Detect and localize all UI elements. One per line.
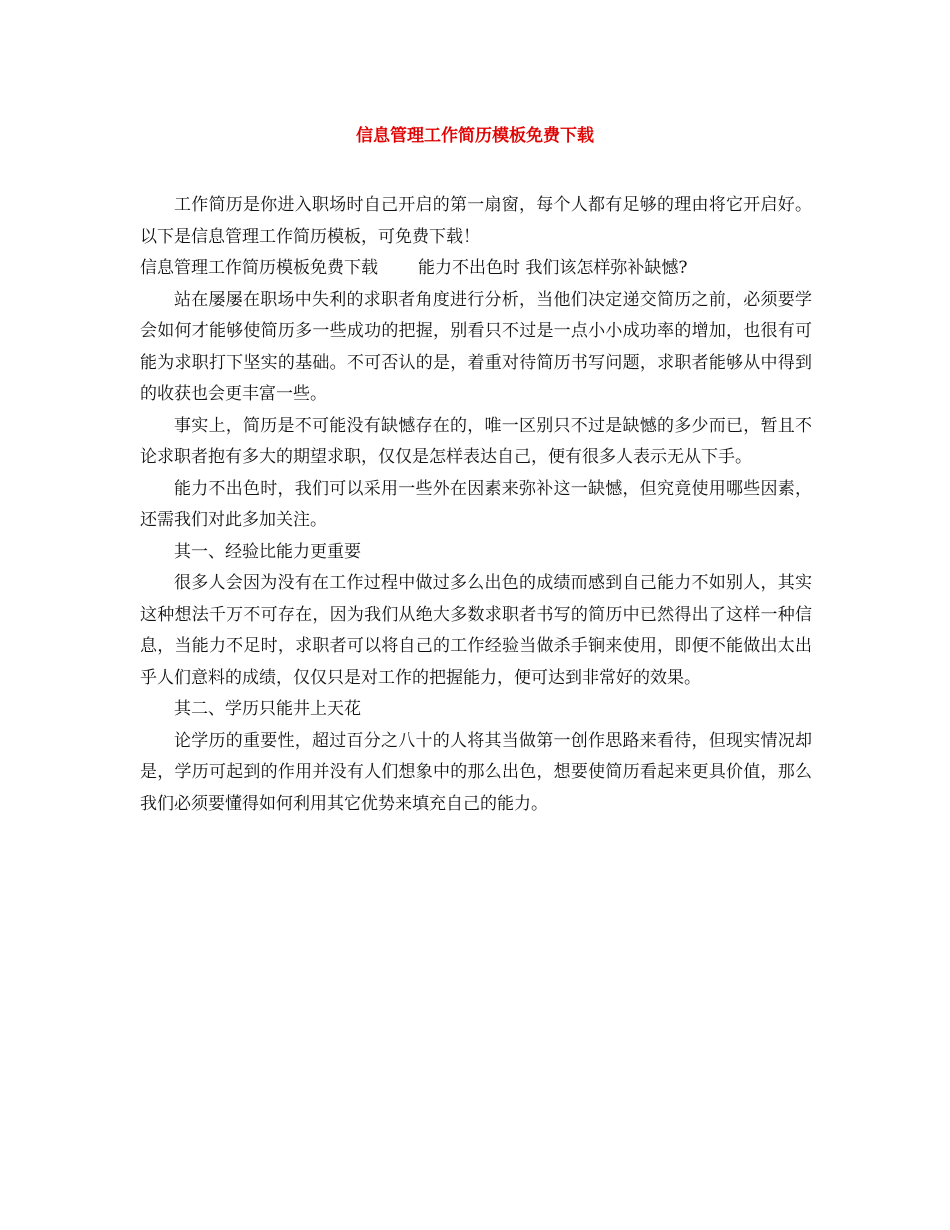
- body-paragraph: 很多人会因为没有在工作过程中做过多么出色的成绩而感到自己能力不如别人，其实这种想法千万不可存在，因为我们从绝大多数求职者书写的简历中已然得出了这样一种信息，当能力不足时，求职者可以将自己的工作经验当做杀手锏来使用，即便不能做出太出乎人们意料的成绩，仅仅只是对工作的把握能力，便可达到非常好的效果。: [140, 573, 812, 688]
- subheading-left: 信息管理工作简历模板免费下载: [140, 258, 378, 278]
- subheading-right: 能力不出色时 我们该怎样弥补缺憾?: [418, 258, 688, 278]
- body-paragraph: 能力不出色时，我们可以采用一些外在因素来弥补这一缺憾，但究竟使用哪些因素，还需我们对此多加关注。: [140, 478, 812, 530]
- intro-paragraph: 工作简历是你进入职场时自己开启的第一扇窗，每个人都有足够的理由将它开启好。以下是信息管理工作简历模板，可免费下载！: [140, 195, 812, 247]
- body-paragraph: 站在屡屡在职场中失利的求职者角度进行分析，当他们决定递交简历之前，必须要学会如何才能够使简历多一些成功的把握，别看只不过是一点小小成功率的增加，也很有可能为求职打下坚实的基础。不可否认的是，着重对待简历书写问题，求职者能够从中得到的收获也会更丰富一些。: [140, 289, 812, 404]
- subheading-line: [140, 253, 812, 285]
- page-title: 信息管理工作简历模板免费下载: [356, 126, 594, 146]
- body-paragraph: 事实上，简历是不可能没有缺憾存在的，唯一区别只不过是缺憾的多少而已，暂且不论求职者抱有多大的期望求职，仅仅是怎样表达自己，便有很多人表示无从下手。: [140, 415, 812, 467]
- body-paragraph: 论学历的重要性，超过百分之八十的人将其当做第一创作思路来看待，但现实情况却是，学历可起到的作用并没有人们想象中的那么出色，想要使简历看起来更具价值，那么我们必须要懂得如何利用其它优势来填充自己的能力。: [140, 730, 812, 814]
- document-body: [140, 190, 812, 820]
- section-heading-education: 其二、学历只能井上天花: [174, 699, 361, 719]
- section-heading-experience: 其一、经验比能力更重要: [174, 541, 361, 562]
